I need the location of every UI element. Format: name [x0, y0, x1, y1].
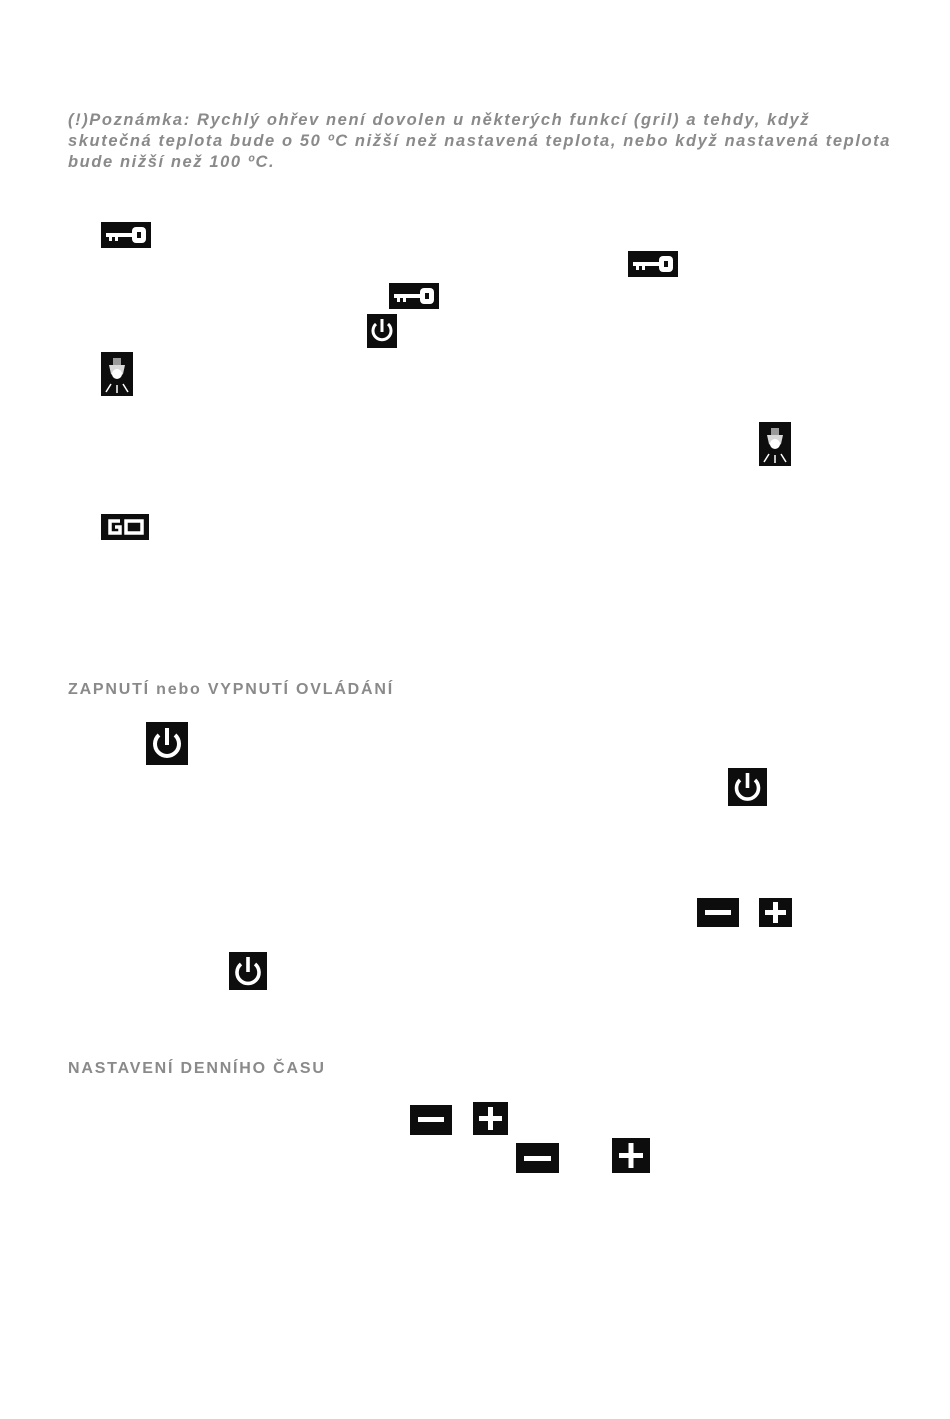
lamp-icon: [101, 352, 133, 396]
key-icon: [101, 222, 151, 248]
power-icon: [229, 952, 267, 990]
minus-icon: [697, 898, 739, 927]
quick-heat-note: (!)Poznámka: Rychlý ohřev není dovolen u některých funkcí (gril) a tehdy, když skutečná teplota bude o 50 ºC nižší než nastavená teplota, nebo když nastavená teplota bude nižší než 100 ºC.: [68, 111, 892, 171]
minus-icon: [410, 1105, 452, 1135]
plus-icon: [759, 898, 792, 927]
key-icon: [389, 283, 439, 309]
lamp-icon: [759, 422, 791, 466]
time-section-heading: NASTAVENÍ DENNÍHO ČASU: [68, 1060, 326, 1077]
power-section-heading: ZAPNUTÍ nebo VYPNUTÍ OVLÁDÁNÍ: [68, 681, 394, 698]
key-icon: [628, 251, 678, 277]
minus-icon: [516, 1143, 559, 1173]
power-icon: [146, 722, 188, 765]
go-icon: [101, 514, 149, 540]
plus-icon: [473, 1102, 508, 1135]
power-icon: [728, 768, 767, 806]
power-icon: [367, 314, 397, 348]
plus-icon: [612, 1138, 650, 1173]
